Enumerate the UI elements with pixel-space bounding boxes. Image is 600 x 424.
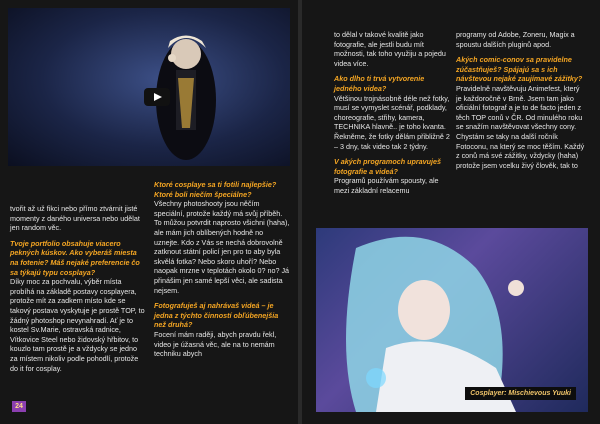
- cosplayer-portrait-image: [316, 228, 588, 412]
- page-number: 24: [12, 401, 26, 412]
- answer-favorite: Všechny photoshooty jsou něčím speciální, protože každý má svůj příběh. To můžou potvrdit naprosto všichni (haha), ale mám jich oblíbených hodně no uznejte. Kdo z Vás se nechá dobrovolně zatknout státní policí jen pro to aby byla skvělá fotka? Nebo skoro uhoří? Nebo naopak mrzne v teplotách okolo 0? no? Já přinášim jen samé lepší věci, ale sadista nejsem.: [154, 199, 290, 295]
- answer-time: Většinou trojnásobně déle než fotky, musí se vymyslet scénář, podklady, choreografie, střihy, kamera, TECHNIKA hlavně.. je toho kvanta. Řekněme, že fotky dělám přibližně 2 – 3 dny, tak video tak 2 týdny.: [334, 93, 450, 151]
- cosplayer-photo: [316, 228, 588, 412]
- right-page: [302, 0, 600, 424]
- right-column-1: [334, 30, 452, 196]
- play-button[interactable]: [144, 88, 170, 106]
- question-comic-cons: Akých comic-conov sa pravidelne zúčastňuješ? Spájajú sa s ich návštevou nejaké zaujímavé zážitky?: [456, 55, 583, 84]
- question-time: Ako dlho ti trvá vytvorenie jedného videa?: [334, 74, 425, 93]
- left-column-2: [154, 180, 290, 359]
- cosplayer-figure-image: [8, 8, 290, 166]
- continued-programs: programy od Adobe, Zoneru, Magix a spoustu dalších pluginů apod.: [456, 30, 575, 49]
- video-thumbnail[interactable]: [8, 8, 290, 166]
- question-programs: V akých programoch upravuješ fotografie a videá?: [334, 157, 442, 176]
- intro-text: tvořit až už fikci nebo přímo ztvárnit jisté momenty z daného universa nebo udělat jen random věc.: [10, 204, 140, 233]
- question-video: Fotografuješ aj nahrávaš videá – je jedna z týchto činností obľúbenejšia než druhá?: [154, 301, 279, 330]
- answer-portfolio: Díky moc za pochvalu, výběr místa probíhá na základě postavy cosplayera, protože mít za zadkem místo kde se takový postava vyskytuje je prostě TOP, to žádný photoshop nevynahradí. Ať je to kostel Sv.Marie, ostravská radnice, Vítkovice Steel nebo židovský hřbitov, to kouzlo tam prostě je a vždycky se jedno za místem nikoliv podle pohodlí, protože do it for cosplay.: [10, 277, 145, 373]
- continued-text: to dělal v takové kvalitě jako fotografie, ale jestli budu mít možnosti, tak toho využiju a pojedu videa více.: [334, 30, 446, 68]
- question-favorite: Ktoré cosplaye sa ti fotili najlepšie? Ktoré boli niečím špeciálne?: [154, 180, 277, 199]
- answer-video: Focení mám raději, abych pravdu řekl, video je úžasná věc, ale na to nemám techniku abych: [154, 329, 277, 359]
- photo-caption: Cosplayer: Mischievous Yuuki: [465, 387, 576, 400]
- question-portfolio: Tvoje portfolio obsahuje viacero pekných kúskov. Ako vyberáš miesta na fotenie? Máš nejaké preferencie čo sa týkajú typu cosplaya?: [10, 238, 140, 277]
- right-column-2: [456, 30, 586, 170]
- left-column-1: [10, 204, 146, 373]
- answer-comic-cons: Pravidelně navštěvuju Animefest, který je každoročně v Brně. Jsem tam jako oficiální fotograf a je to de facto jeden z těch TOP conů v ČR. Od minulého roku se snažím navštěvovat všechny cony. Chystám se taky na další ročník Fotoconu, na který se moc těším. Každý z conů má své zážitky, vždycky (haha) protože jsem vcelku živý člověk, tak to: [456, 83, 585, 170]
- answer-programs: Programů používám spousty, ale mezi základní relacemu: [334, 176, 439, 195]
- left-page: [0, 0, 298, 424]
